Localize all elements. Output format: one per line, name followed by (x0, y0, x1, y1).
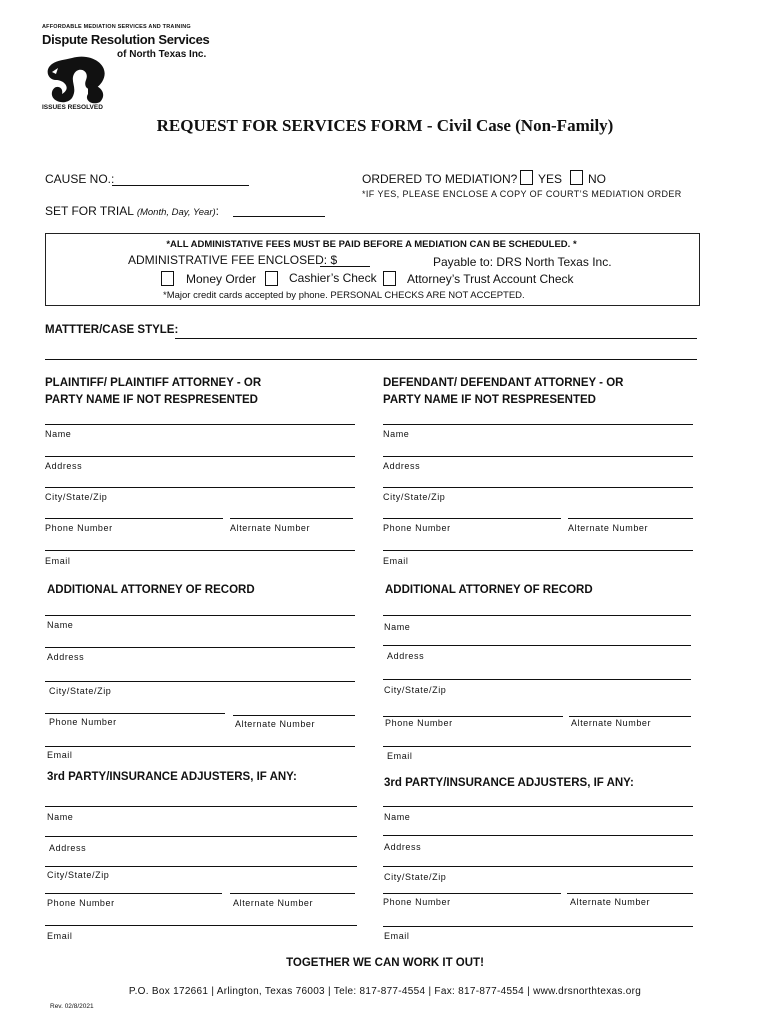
additional-right-alt-phone-label: Alternate Number (571, 718, 652, 728)
third-right-alt-phone-field[interactable] (567, 893, 693, 894)
additional-right-email-field[interactable] (383, 746, 691, 747)
third-left-phone-field[interactable] (45, 893, 222, 894)
cashiers-check-label: Cashier’s Check (289, 271, 377, 285)
drs-emblem-icon (42, 54, 117, 106)
logo-tagline: AFFORDABLE MEDIATION SERVICES AND TRAINING (42, 24, 191, 30)
third-left-email-label: Email (47, 931, 73, 941)
additional-attorney-heading-left: ADDITIONAL ATTORNEY OF RECORD (47, 584, 255, 596)
third-left-alt-phone-label: Alternate Number (233, 898, 314, 908)
additional-right-name-label: Name (384, 622, 411, 632)
set-for-trial-text: SET FOR TRIAL (45, 204, 134, 218)
mediation-yes-label: YES (538, 172, 563, 186)
additional-left-phone-field[interactable] (45, 713, 225, 714)
plaintiff-email-label: Email (45, 556, 71, 566)
third-right-address-field[interactable] (383, 835, 693, 836)
defendant-heading-line-2: PARTY NAME IF NOT RESPRESENTED (383, 394, 596, 406)
additional-right-city-field[interactable] (383, 679, 691, 680)
form-title: REQUEST FOR SERVICES FORM - Civil Case (Non-Family) (156, 116, 614, 135)
defendant-phone-label: Phone Number (383, 523, 451, 533)
third-left-phone-label: Phone Number (47, 898, 115, 908)
additional-left-alt-phone-label: Alternate Number (235, 719, 316, 729)
additional-right-phone-field[interactable] (383, 716, 563, 717)
plaintiff-heading-line-1: PLAINTIFF/ PLAINTIFF ATTORNEY - OR (45, 377, 262, 389)
defendant-alt-phone-field[interactable] (568, 518, 693, 519)
fee-enclosed-label: ADMINISTRATIVE FEE ENCLOSED: $ (128, 253, 338, 267)
additional-left-email-field[interactable] (45, 746, 355, 747)
case-style-field[interactable] (175, 338, 697, 339)
third-left-city-label: City/State/Zip (47, 870, 110, 880)
plaintiff-phone-field[interactable] (45, 518, 223, 519)
defendant-email-field[interactable] (383, 550, 693, 551)
additional-right-email-label: Email (387, 751, 413, 761)
defendant-alt-phone-label: Alternate Number (568, 523, 649, 533)
third-right-alt-phone-label: Alternate Number (570, 897, 651, 907)
cashiers-check-checkbox[interactable] (265, 271, 278, 286)
third-right-email-label: Email (384, 931, 410, 941)
footer-motto: TOGETHER WE CAN WORK IT OUT! (286, 957, 484, 969)
third-right-city-label: City/State/Zip (384, 872, 447, 882)
set-for-trial-label: SET FOR TRIAL (Month, Day, Year): (45, 204, 220, 218)
defendant-city-field[interactable] (383, 487, 693, 488)
additional-right-phone-label: Phone Number (385, 718, 453, 728)
plaintiff-city-field[interactable] (45, 487, 355, 488)
third-right-name-label: Name (384, 812, 411, 822)
additional-right-address-label: Address (387, 651, 425, 661)
plaintiff-address-label: Address (45, 461, 83, 471)
third-left-name-field[interactable] (45, 806, 357, 807)
third-party-heading-right: 3rd PARTY/INSURANCE ADJUSTERS, IF ANY: (384, 777, 634, 789)
third-left-alt-phone-field[interactable] (230, 893, 355, 894)
additional-right-alt-phone-field[interactable] (569, 716, 691, 717)
third-left-address-label: Address (49, 843, 87, 853)
plaintiff-city-label: City/State/Zip (45, 492, 108, 502)
footer-contact: P.O. Box 172661 | Arlington, Texas 76003 | Tele: 817-877-4554 | Fax: 817-877-4554 | www.drsnorthtexas.org (128, 986, 642, 997)
plaintiff-name-field[interactable] (45, 424, 355, 425)
third-right-name-field[interactable] (383, 806, 693, 807)
money-order-label: Money Order (186, 272, 257, 286)
additional-left-phone-label: Phone Number (49, 717, 117, 727)
fee-amount-field[interactable] (320, 266, 370, 267)
additional-left-alt-phone-field[interactable] (233, 715, 355, 716)
third-right-address-label: Address (384, 842, 422, 852)
additional-left-city-field[interactable] (45, 681, 355, 682)
third-left-name-label: Name (47, 812, 74, 822)
third-right-phone-field[interactable] (383, 893, 561, 894)
case-style-field-2[interactable] (45, 359, 697, 360)
credit-card-note: *Major credit cards accepted by phone. PERSONAL CHECKS ARE NOT ACCEPTED. (163, 290, 525, 301)
defendant-heading-line-1: DEFENDANT/ DEFENDANT ATTORNEY - OR (383, 377, 624, 389)
plaintiff-name-label: Name (45, 429, 72, 439)
third-right-phone-label: Phone Number (383, 897, 451, 907)
defendant-address-field[interactable] (383, 456, 693, 457)
third-party-heading-left: 3rd PARTY/INSURANCE ADJUSTERS, IF ANY: (47, 771, 297, 783)
additional-attorney-heading-right: ADDITIONAL ATTORNEY OF RECORD (385, 584, 593, 596)
cause-no-label: CAUSE NO.: (45, 172, 115, 186)
trust-check-checkbox[interactable] (383, 271, 396, 286)
defendant-email-label: Email (383, 556, 409, 566)
defendant-address-label: Address (383, 461, 421, 471)
ordered-to-mediation-label: ORDERED TO MEDIATION? (362, 172, 518, 186)
fee-warning: *ALL ADMINISTATIVE FEES MUST BE PAID BEFORE A MEDIATION CAN BE SCHEDULED. * (166, 239, 577, 250)
cause-no-field[interactable] (112, 185, 249, 186)
payable-to: Payable to: DRS North Texas Inc. (433, 255, 612, 269)
additional-left-address-label: Address (47, 652, 85, 662)
third-right-city-field[interactable] (383, 866, 693, 867)
third-left-email-field[interactable] (45, 925, 357, 926)
defendant-phone-field[interactable] (383, 518, 561, 519)
additional-right-name-field[interactable] (383, 615, 691, 616)
additional-left-city-label: City/State/Zip (49, 686, 112, 696)
case-style-label: MATTTER/CASE STYLE: (45, 324, 179, 336)
mediation-no-checkbox[interactable] (570, 170, 583, 185)
third-left-address-field[interactable] (45, 836, 357, 837)
set-for-trial-hint: (Month, Day, Year) (136, 207, 216, 218)
plaintiff-alt-phone-label: Alternate Number (230, 523, 311, 533)
logo-footer: ISSUES RESOLVED (42, 104, 103, 111)
additional-left-name-field[interactable] (45, 615, 355, 616)
defendant-city-label: City/State/Zip (383, 492, 446, 502)
additional-left-address-field[interactable] (45, 647, 355, 648)
mediation-yes-checkbox[interactable] (520, 170, 533, 185)
third-left-city-field[interactable] (45, 866, 357, 867)
mediation-no-label: NO (588, 172, 606, 186)
additional-right-city-label: City/State/Zip (384, 685, 447, 695)
trust-check-label: Attorney’s Trust Account Check (407, 272, 574, 286)
defendant-name-label: Name (383, 429, 410, 439)
plaintiff-address-field[interactable] (45, 456, 355, 457)
mediation-order-note: *IF YES, PLEASE ENCLOSE A COPY OF COURT’S MEDIATION ORDER (362, 189, 682, 199)
additional-right-address-field[interactable] (383, 645, 691, 646)
logo-line-2: of North Texas Inc. (117, 49, 207, 60)
plaintiff-alt-phone-field[interactable] (230, 518, 353, 519)
defendant-name-field[interactable] (383, 424, 693, 425)
plaintiff-heading-line-2: PARTY NAME IF NOT RESPRESENTED (45, 394, 258, 406)
additional-left-name-label: Name (47, 620, 74, 630)
trial-date-field[interactable] (233, 216, 325, 217)
plaintiff-phone-label: Phone Number (45, 523, 113, 533)
third-right-email-field[interactable] (383, 926, 693, 927)
revision-date: Rev. 02/8/2021 (50, 1003, 94, 1010)
plaintiff-email-field[interactable] (45, 550, 355, 551)
logo-line-1: Dispute Resolution Services (42, 32, 210, 47)
money-order-checkbox[interactable] (161, 271, 174, 286)
additional-left-email-label: Email (47, 750, 73, 760)
company-logo (42, 24, 212, 116)
